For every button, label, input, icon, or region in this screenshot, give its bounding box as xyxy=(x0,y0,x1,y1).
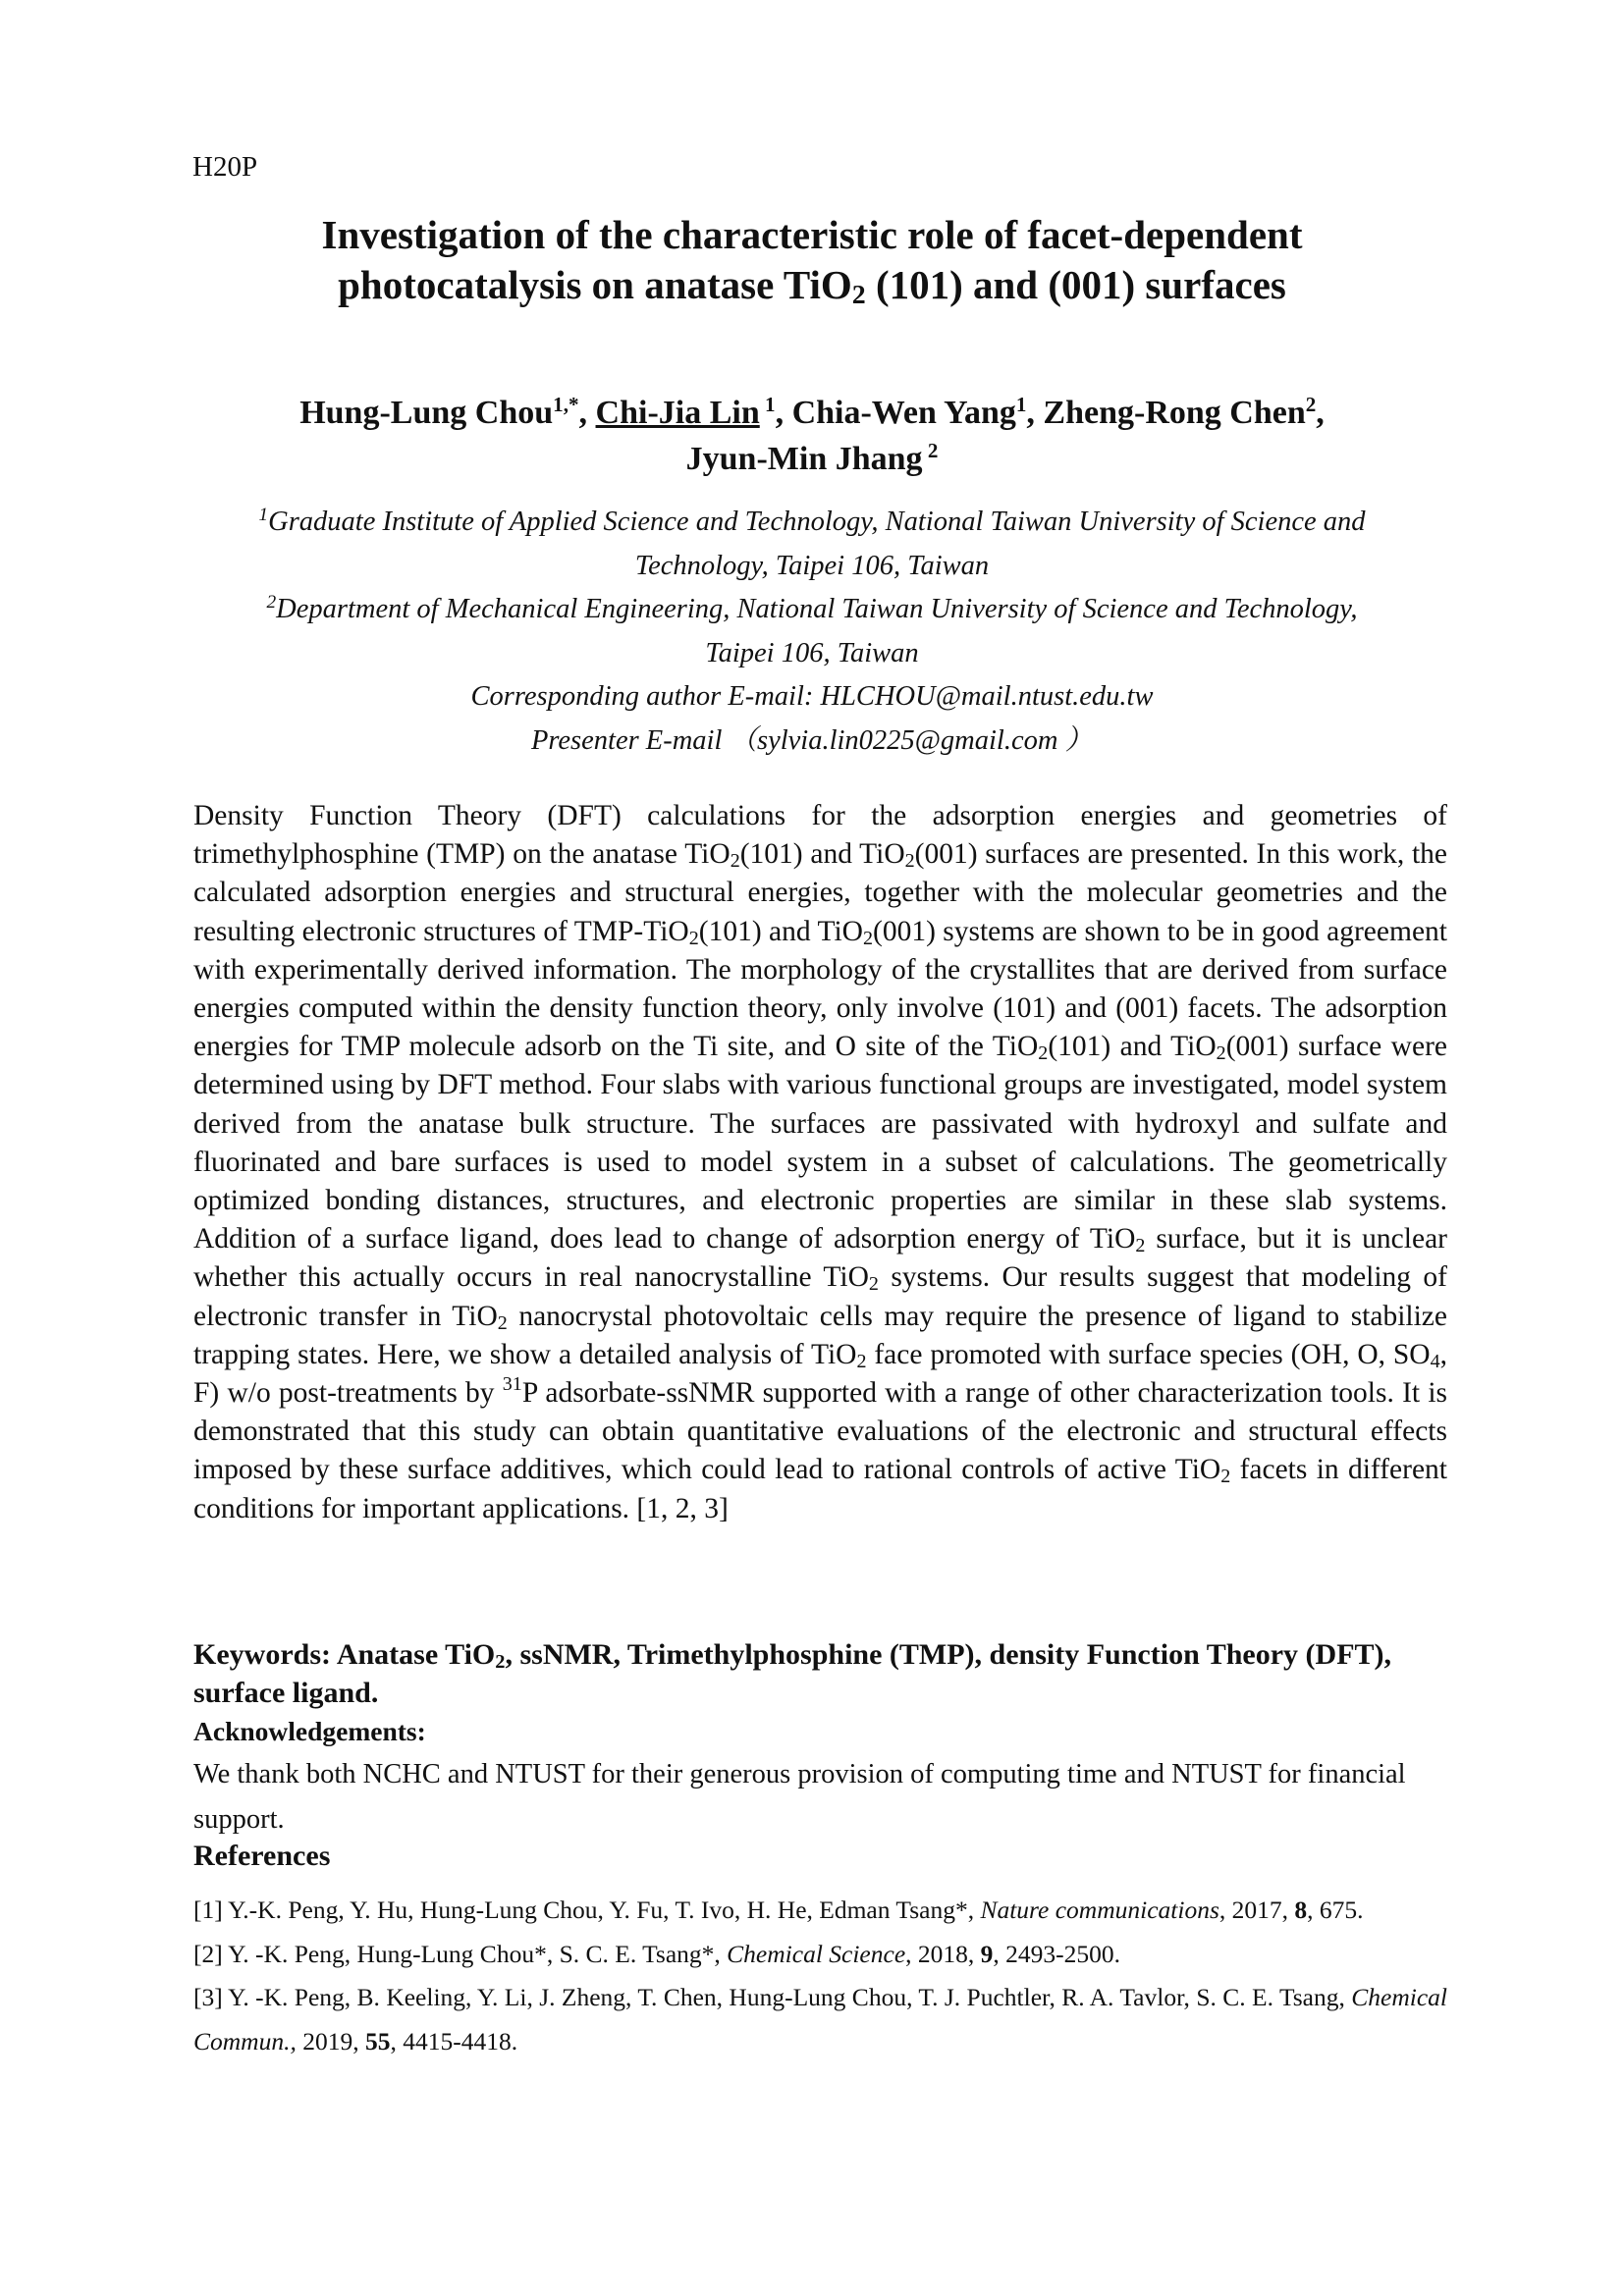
reference-journal: Chemical Science xyxy=(727,1939,906,1968)
author-affiliation-mark: 1 xyxy=(1015,393,1027,416)
affiliation-1-line-1 xyxy=(196,501,1428,545)
abstract-subscript: 2 xyxy=(1216,1042,1226,1065)
reference-journal: Nature communications xyxy=(980,1896,1219,1924)
author-affiliation-mark: 1,* xyxy=(553,393,579,416)
author-list xyxy=(177,390,1447,482)
abstract-subscript: 2 xyxy=(1038,1042,1049,1065)
affiliation-text: Graduate Institute of Applied Science and Technology, National Taiwan University of Science and xyxy=(268,507,1366,537)
abstract-subscript: 2 xyxy=(904,850,915,873)
affiliation-1-line-2: Technology, Taipei 106, Taiwan xyxy=(634,550,990,581)
author-name: Hung-Lung Chou xyxy=(299,395,554,431)
abstract-text: (101) and TiO xyxy=(1048,1031,1217,1063)
reference-text: , 2017, xyxy=(1218,1896,1295,1924)
title-line-2 xyxy=(177,260,1447,310)
author-name: Chia-Wen Yang xyxy=(791,395,1016,431)
title-subscript: 2 xyxy=(851,280,866,310)
author-separator: , xyxy=(578,395,596,431)
abstract-subscript: 2 xyxy=(497,1311,508,1334)
keywords-text: , ssNMR, Trimethylphosphine (TMP), density Function Theory (DFT), surface ligand. xyxy=(193,1638,1392,1709)
abstract-text: (101) and TiO xyxy=(698,915,863,947)
reference-volume: 9 xyxy=(980,1939,994,1968)
author-separator: , xyxy=(775,395,792,431)
abstract-text: Density Function Theory (DFT) calculations for the adsorption energies and geometries of trimethylphosphine (TMP) on the anatase TiO xyxy=(193,800,1447,871)
paper-title xyxy=(177,210,1447,310)
acknowledgements-heading: Acknowledgements: xyxy=(193,1716,426,1746)
reference-text: 2019, xyxy=(296,2026,365,2056)
affiliation-text: Department of Mechanical Engineering, National Taiwan University of Science and Technology, xyxy=(276,594,1358,624)
acknowledgements-text: We thank both NCHC and NTUST for their generous provision of computing time and NTUST for financial support. xyxy=(193,1759,1406,1835)
paper-code: H20P xyxy=(192,151,258,183)
reference-item xyxy=(193,1933,1447,1977)
reference-volume: 8 xyxy=(1294,1896,1308,1924)
keywords xyxy=(193,1635,1447,1712)
author-line-1 xyxy=(177,390,1447,436)
presenter-email: Presenter E-mail （sylvia.lin0225@gmail.com ） xyxy=(530,724,1094,756)
abstract-text: (101) and TiO xyxy=(739,838,905,871)
abstract-text: systems. Our results suggest that modeling of electronic transfer in TiO xyxy=(193,1261,1447,1332)
author-separator: , xyxy=(1316,395,1325,431)
presenting-author-name: Chi-Jia Lin xyxy=(595,395,760,431)
reference-item xyxy=(193,1976,1447,2063)
abstract-text: P adsorbate-ssNMR supported with a range of other characterization tools. It is demonstrated that this study can obtain quantitative evaluations of the electronic and structural effects imposed by these surface additives, which could lead to rational controls of active TiO xyxy=(193,1377,1447,1486)
abstract-text: , F) w/o post-treatments by xyxy=(193,1338,1447,1410)
abstract-subscript: 2 xyxy=(730,850,740,873)
title-line-1: Investigation of the characteristic role of facet-dependent xyxy=(321,212,1303,257)
reference-text: , 4415-4418. xyxy=(390,2026,518,2056)
reference-text: [1] Y.-K. Peng, Y. Hu, Hung-Lung Chou, Y. Fu, T. Ivo, H. He, Edman Tsang*, xyxy=(193,1896,981,1924)
author-name: Zheng-Rong Chen xyxy=(1043,395,1306,431)
abstract-text: facets in different conditions for important applications. [1, 2, 3] xyxy=(193,1454,1447,1524)
abstract-subscript: 2 xyxy=(1135,1235,1146,1257)
abstract-subscript: 2 xyxy=(862,927,873,949)
reference-journal: Chemical Commun., xyxy=(193,1983,1447,2056)
abstract-body xyxy=(193,797,1447,1528)
author-line-2 xyxy=(177,436,1447,482)
abstract-text: (001) surfaces are presented. In this work, the calculated adsorption energies and structural energies, together with the molecular geometries and the resulting electronic structures of TMP-TiO xyxy=(193,838,1447,947)
abstract-text: surface, but it is unclear whether this actually occurs in real nanocrystalline TiO xyxy=(193,1223,1447,1294)
abstract-superscript: 31 xyxy=(502,1373,522,1396)
author-affiliation-mark: 2 xyxy=(1305,393,1317,416)
abstract-text: nanocrystal photovoltaic cells may require the presence of ligand to stabilize trapping states. Here, we show a detailed analysis of TiO xyxy=(193,1300,1447,1370)
title-text: (101) and (001) surfaces xyxy=(865,262,1286,307)
affiliation-2-line-1 xyxy=(196,588,1428,632)
abstract-subscript: 2 xyxy=(1220,1466,1231,1488)
abstract-subscript: 2 xyxy=(688,927,699,949)
corresponding-email: Corresponding author E-mail: HLCHOU@mail.ntust.edu.tw xyxy=(470,681,1154,712)
keywords-subscript: 2 xyxy=(495,1651,506,1673)
reference-text: [3] Y. -K. Peng, B. Keeling, Y. Li, J. Zheng, T. Chen, Hung-Lung Chou, T. J. Puchtler, R. A. Tavlor, S. C. E. Tsang, xyxy=(193,1983,1352,2011)
reference-item xyxy=(193,1889,1447,1933)
author-affiliation-mark: 2 xyxy=(922,439,939,462)
references-list xyxy=(193,1889,1447,2063)
author-affiliation-mark: 1 xyxy=(759,393,776,416)
author-separator: , xyxy=(1026,395,1044,431)
affiliation-mark: 1 xyxy=(258,505,269,525)
affiliation-mark: 2 xyxy=(266,592,277,613)
author-name: Jyun-Min Jhang xyxy=(685,441,923,477)
reference-text: , 675. xyxy=(1307,1896,1364,1924)
abstract-subscript: 2 xyxy=(856,1350,867,1372)
abstract-text: (001) surface were determined using by DFT method. Four slabs with various functional groups are investigated, model system derived from the anatase bulk structure. The surfaces are passivated with hydroxyl and sulfate and fluorinated and bare surfaces is used to model system in a subset of calculations. The geometrically optimized bonding distances, structures, and electronic properties are similar in these slab systems. Addition of a surface ligand, does lead to change of adsorption energy of TiO xyxy=(193,1031,1447,1255)
reference-text: [2] Y. -K. Peng, Hung-Lung Chou*, S. C. E. Tsang*, xyxy=(193,1939,728,1968)
abstract-subscript: 4 xyxy=(1430,1350,1440,1372)
reference-volume: 55 xyxy=(364,2026,391,2056)
affiliation-2-line-2: Taipei 106, Taiwan xyxy=(705,637,919,668)
title-text: photocatalysis on anatase TiO xyxy=(338,262,852,307)
reference-text: , 2493-2500. xyxy=(993,1939,1121,1968)
keywords-text: Keywords: Anatase TiO xyxy=(193,1638,496,1671)
affiliations xyxy=(196,501,1428,763)
abstract-text: (001) systems are shown to be in good agreement with experimentally derived information. The morphology of the crystallites that are derived from surface energies computed within the density function theory, only involve (101) and (001) facets. The adsorption energies for TMP molecule adsorb on the Ti site, and O site of the TiO xyxy=(193,915,1447,1063)
reference-text: , 2018, xyxy=(905,1939,981,1968)
abstract-subscript: 2 xyxy=(868,1273,879,1296)
references-heading: References xyxy=(193,1840,331,1872)
abstract-text: face promoted with surface species (OH, O, SO xyxy=(866,1338,1431,1370)
